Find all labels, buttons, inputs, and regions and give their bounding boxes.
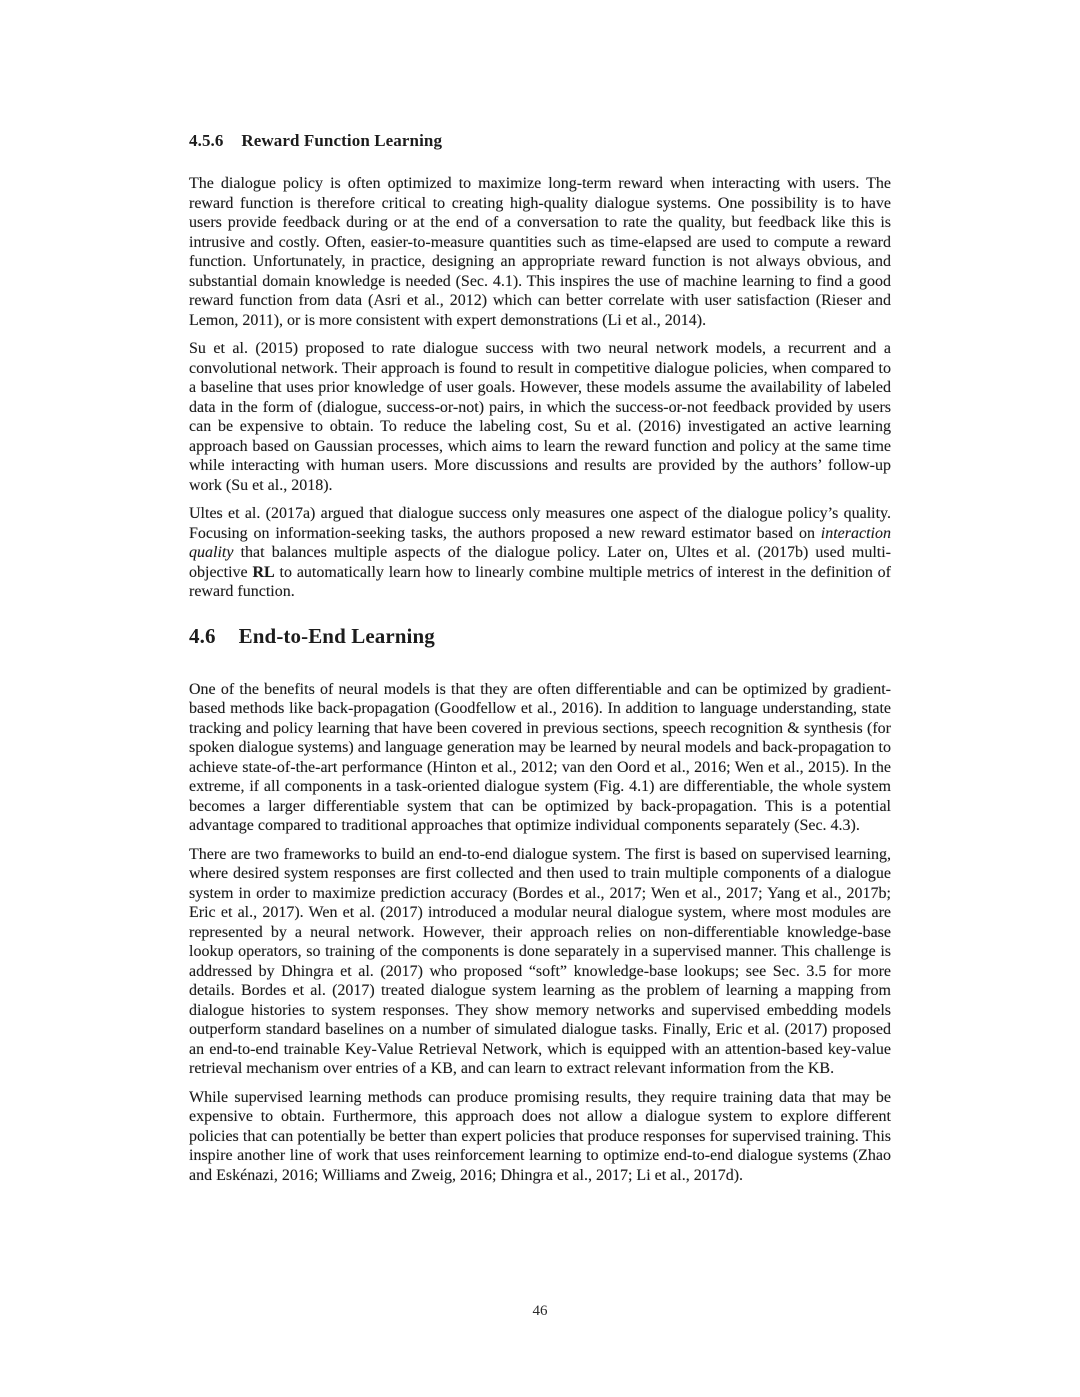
paragraph: There are two frameworks to build an end-to-end dialogue system. The first is based on supervised learning, where desired system responses are first collected and then used to train multiple components of a dialogue system in order to maximize prediction accuracy (Bordes et al., 2017; Wen et al., 2017; Yang et al., 2017b; Eric et al., 2017). Wen et al. (2017) introduced a modular neural dialogue system, where most modules are represented by a neural network. However, their approach relies on non-differentiable knowledge-base lookup operators, so training of the components is done separately in a supervised manner. This challenge is addressed by Dhingra et al. (2017) who proposed “soft” knowledge-base lookups; see Sec. 3.5 for more details. Bordes et al. (2017) treated dialogue system learning as the problem of learning a mapping from dialogue histories to system responses. They show memory networks and supervised embedding models outperform standard baselines on a number of simulated dialogue tasks. Finally, Eric et al. (2017) proposed an end-to-end trainable Key-Value Retrieval Network, which is equipped with an attention-based key-value retrieval mechanism over entries of a KB, and can learn to extract relevant information from the KB. [189,845,891,1077]
subsection-number: 4.5.6 [189,131,224,150]
paragraph: One of the benefits of neural models is that they are often differentiable and can be optimized by gradient-based methods like back-propagation (Goodfellow et al., 2016). In addition to language understanding, state tracking and policy learning that have been covered in previous sections, speech recognition & synthesis (for spoken dialogue systems) and language generation may be learned by neural models and back-propagation to achieve state-of-the-art performance (Hinton et al., 2012; van den Oord et al., 2016; Wen et al., 2015). In the extreme, if all components in a task-oriented dialogue system (Fig. 4.1) are differentiable, the whole system becomes a larger differentiable system that can be optimized by back-propagation. This is a potential advantage compared to traditional approaches that optimize individual components separately (Sec. 4.3). [189,680,891,834]
section-end-to-end-learning [189,624,891,1186]
paragraph: The dialogue policy is often optimized to maximize long-term reward when interacting with users. The reward function is therefore critical to creating high-quality dialogue systems. One possibility is to have users provide feedback during or at the end of a conversation to rate the quality, but feedback like this is intrusive and costly. Often, easier-to-measure quantities such as time-elapsed are used to compute a reward function. Unfortunately, in practice, designing an appropriate reward function is not always obvious, and substantial domain knowledge is needed (Sec. 4.1). This inspires the use of machine learning to find a good reward function from data (Asri et al., 2012) which can better correlate with user satisfaction (Rieser and Lemon, 2011), or is more consistent with expert demonstrations (Li et al., 2014). [189,175,891,329]
paragraph-text: to automatically learn how to linearly combine multiple metrics of interest in the definition of reward function. [189,563,892,600]
section-title: End-to-End Learning [238,623,435,648]
paragraph-text: Ultes et al. (2017a) argued that dialogue success only measures one aspect of the dialogue policy’s quality. Focusing on information-seeking tasks, the authors proposed a new reward estimator based on [189,505,891,542]
emphasized-term: interaction quality [189,524,891,561]
page-footer [0,1303,1080,1320]
section-number: 4.6 [189,623,216,648]
subsection-title: Reward Function Learning [241,131,443,150]
paragraph: Su et al. (2015) proposed to rate dialogue success with two neural network models, a recurrent and a convolutional network. Their approach is found to result in competitive dialogue policies, when compared to a baseline that uses prior knowledge of user goals. However, these models assume the availability of labeled data in the form of (dialogue, success-or-not) pairs, in which the success-or-not feedback provided by users can be expensive to obtain. To reduce the labeling cost, Su et al. (2016) investigated an active learning approach based on Gaussian processes, which aims to learn the reward function and policy at the same time while interacting with human users. More discussions and results are provided by the authors’ follow-up work (Su et al., 2018). [189,340,891,494]
text-column [189,0,891,1185]
paragraph-text: that balances multiple aspects of the dialogue policy. Later on, Ultes et al. (2017b) used multi-objective [189,544,891,581]
page-number: 46 [532,1303,548,1319]
section-heading [189,624,891,649]
subsection-heading [189,131,891,151]
paragraph [189,504,891,602]
paragraph: While supervised learning methods can produce promising results, they require training data that may be expensive to obtain. Furthermore, this approach does not allow a dialogue system to explore different policies that can potentially be better than expert policies that produce responses for supervised training. This inspire another line of work that uses reinforcement learning to optimize end-to-end dialogue systems (Zhao and Eskénazi, 2016; Williams and Zweig, 2016; Dhingra et al., 2017; Li et al., 2017d). [189,1088,891,1184]
section-reward-function-learning [189,131,891,602]
bold-term: RL [252,563,275,581]
